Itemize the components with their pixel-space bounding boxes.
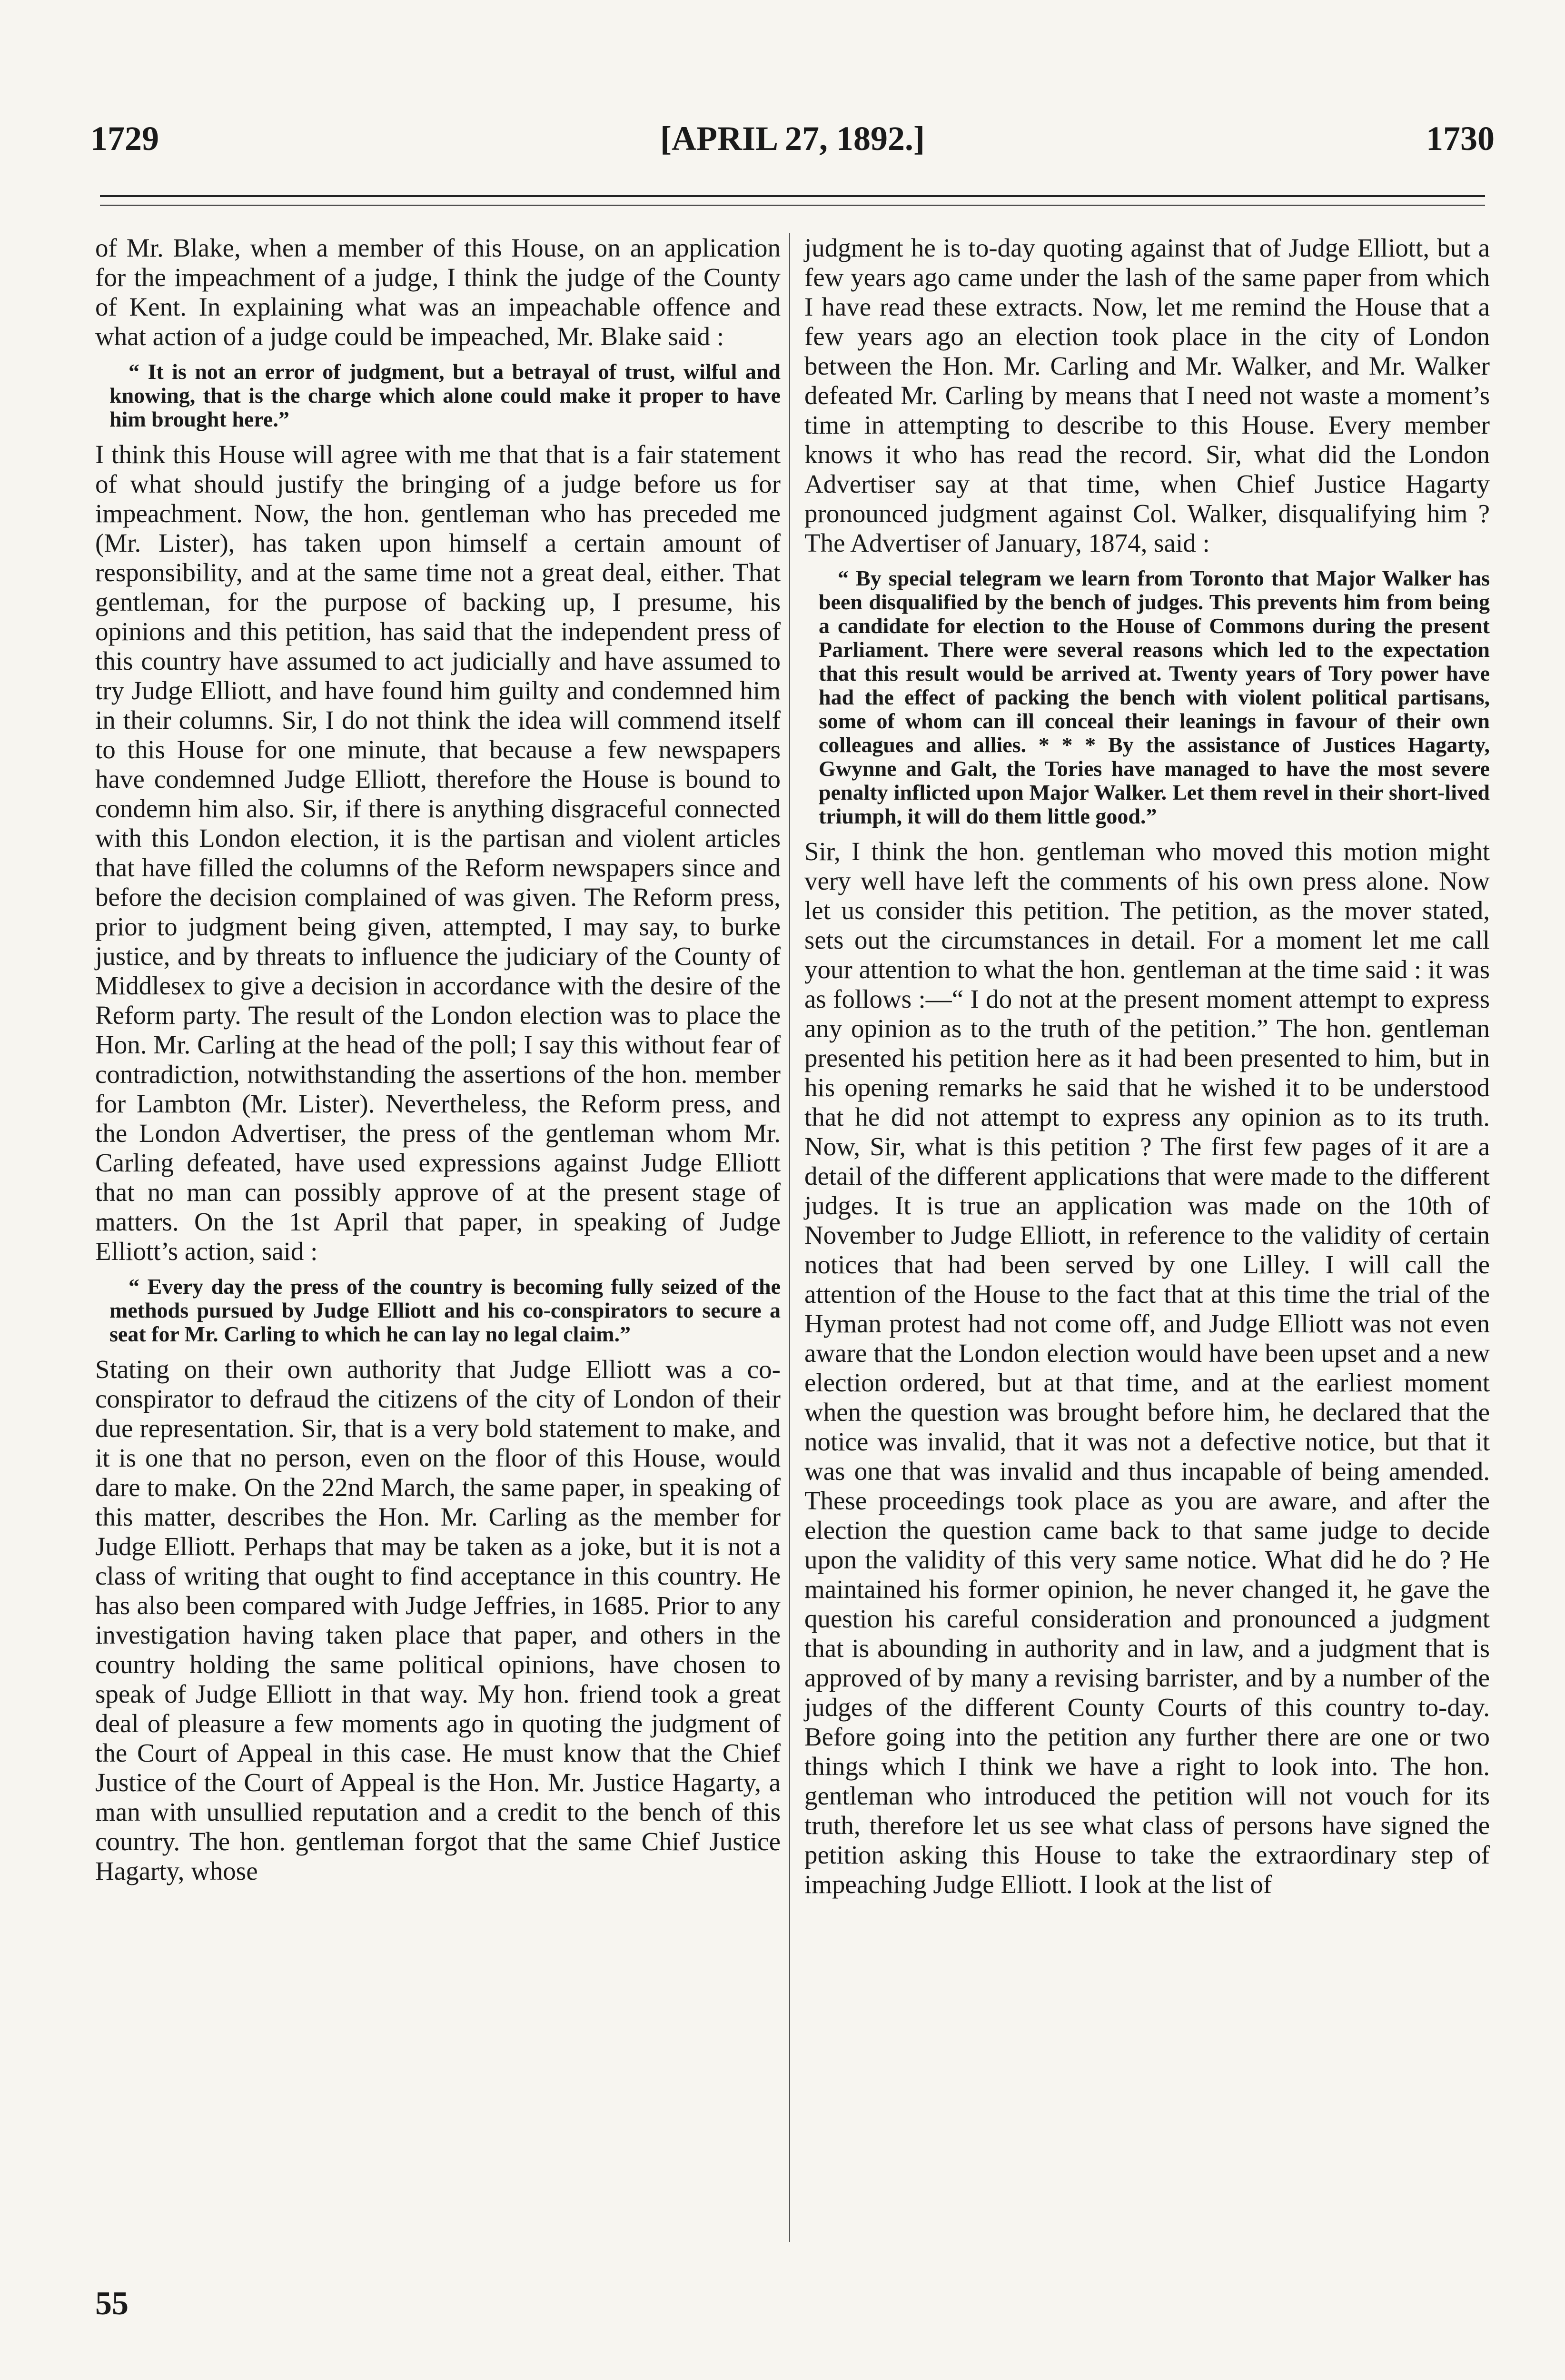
right-paragraph-2: Sir, I think the hon. gentleman who moved this motion might very well have left the comments of his own press alone. Now let us consider this petition. The petition, as the mover stated, sets out the circumstances in detail. For a moment let me call your attention to what the hon. gentleman at the time said : it was as follows :—“ I do not at the present moment attempt to express any opinion as to the truth of the petition.” The hon. gentleman presented his petition here as it had been presented to him, but in his opening remarks he said that he wished it to be understood that he did not attempt to express any opinion as to its truth. Now, Sir, what is this petition ? The first few pages of it are a detail of the different applications that were made to the different judges. It is true an application was made on the 10th of November to Judge Elliott, in reference to the validity of certain notices that had been served by one Lilley. I will call the attention of the House to the fact that at this time the trial of the Hyman protest had not come off, and Judge Elliott was not even aware that the London election would have been upset and a new election ordered, but at that time, and at the earliest moment when the question was brought before him, he declared that the notice was invalid, that it was not a defective notice, but that it was one that was invalid and thus incapable of being amended. These proceedings took place as you are aware, and after the election the question came back to that same judge to decide upon the validity of this very same notice. What did he do ? He maintained his former opinion, he never changed it, he gave the question his careful consideration and pronounced a judgment that is abounding in authority and in law, and a judgment that is approved of by many a revising barrister, and by a number of the judges of the different County Courts of this country to-day. Before going into the petition any further there are one or two things which I think we have a right to look into. The hon. gentleman who introduced the petition will not vouch for its truth, therefore let us see what class of persons have signed the petition asking this House to take the extraordinary step of impeaching Judge Elliott. I look at the list of (804, 837, 1490, 1899)
left-quote-2: “ Every day the press of the country is becoming fully seized of the methods pursued by Judge Elliott and his co-conspirators to secure a seat for Mr. Carling to which he can lay no legal claim.” (109, 1274, 781, 1346)
page-header (90, 119, 1495, 176)
left-page-number: 1729 (90, 119, 159, 158)
left-paragraph-2: I think this House will agree with me that that is a fair statement of what should justify the bringing of a judge before us for impeachment. Now, the hon. gentleman who has preceded me (Mr. Lister), has taken upon himself a certain amount of responsibility, and at the same time not a great deal, either. That gentleman, for the purpose of backing up, I presume, his opinions and this petition, has said that the independent press of this country have assumed to act judicially and have assumed to try Judge Elliott, and have found him guilty and condemned him in their columns. Sir, I do not think the idea will commend itself to this House for one minute, that because a few newspapers have condemned Judge Elliott, therefore the House is bound to condemn him also. Sir, if there is anything disgraceful connected with this London election, it is the partisan and violent articles that have filled the columns of the Reform newspapers since and before the decision complained of was given. The Reform press, prior to judgment being given, attempted, I may say, to burke justice, and by threats to influence the judiciary of the County of Middlesex to give a decision in accordance with the desire of the Reform party. The result of the London election was to place the Hon. Mr. Carling at the head of the poll; I say this without fear of contradiction, notwithstanding the assertions of the hon. member for Lambton (Mr. Lister). Nevertheless, the Reform press, and the London Advertiser, the press of the gentleman whom Mr. Carling defeated, have used expressions against Judge Elliott that no man can possibly approve of at the present stage of matters. On the 1st April that paper, in speaking of Judge Elliott’s action, said : (95, 440, 781, 1266)
left-column (95, 233, 781, 1886)
column-divider (789, 233, 790, 2242)
left-quote-1: “ It is not an error of judgment, but a betrayal of trust, wilful and knowing, that is the charge which alone could make it proper to have him brought here.” (109, 359, 781, 431)
right-quote-1: “ By special telegram we learn from Toronto that Major Walker has been disqualified by the bench of judges. This prevents him from being a candidate for election to the House of Commons during the present Parliament. There were several reasons which led to the expectation that this result would be arrived at. Twenty years of Tory power have had the effect of packing the bench with violent political partisans, some of whom can ill conceal their leanings in favour of their own colleagues and allies. * * * By the assistance of Justices Hagarty, Gwynne and Galt, the Tories have managed to have the most severe penalty inflicted upon Major Walker. Let them revel in their short-lived triumph, it will do them little good.” (819, 566, 1490, 828)
header-rule-thin (100, 205, 1485, 206)
left-paragraph-1: of Mr. Blake, when a member of this House, on an application for the impeachment of a judge, I think the judge of the County of Kent. In explaining what was an impeachable offence and what action of a judge could be impeached, Mr. Blake said : (95, 233, 781, 351)
right-column (804, 233, 1490, 1899)
left-paragraph-3: Stating on their own authority that Judge Elliott was a co-conspirator to defraud the citizens of the city of London of their due representation. Sir, that is a very bold statement to make, and it is one that no person, even on the floor of this House, would dare to make. On the 22nd March, the same paper, in speaking of this matter, describes the Hon. Mr. Carling as the member for Judge Elliott. Perhaps that may be taken as a joke, but it is not a class of writing that ought to find acceptance in this country. He has also been compared with Judge Jeffries, in 1685. Prior to any investigation having taken place that paper, and others in the country holding the same political opinions, have chosen to speak of Judge Elliott in that way. My hon. friend took a great deal of pleasure a few moments ago in quoting the judgment of the Court of Appeal in this case. He must know that the Chief Justice of the Court of Appeal is the Hon. Mr. Justice Hagarty, a man with unsullied reputation and a credit to the bench of this country. The hon. gentleman forgot that the same Chief Justice Hagarty, whose (95, 1355, 781, 1885)
header-date: [APRIL 27, 1892.] (660, 119, 925, 158)
signature-mark: 55 (95, 2285, 129, 2322)
right-page-number: 1730 (1426, 119, 1495, 158)
header-rule-thick (100, 195, 1485, 197)
right-paragraph-1: judgment he is to-day quoting against that of Judge Elliott, but a few years ago came under the lash of the same paper from which I have read these extracts. Now, let me remind the House that a few years ago an election took place in the city of London between the Hon. Mr. Carling and Mr. Walker, and Mr. Walker defeated Mr. Carling by means that I need not waste a moment’s time in attempting to describe to this House. Every member knows it who has read the record. Sir, what did the London Advertiser say at that time, when Chief Justice Hagarty pronounced judgment against Col. Walker, disqualifying him ? The Advertiser of January, 1874, said : (804, 233, 1490, 557)
